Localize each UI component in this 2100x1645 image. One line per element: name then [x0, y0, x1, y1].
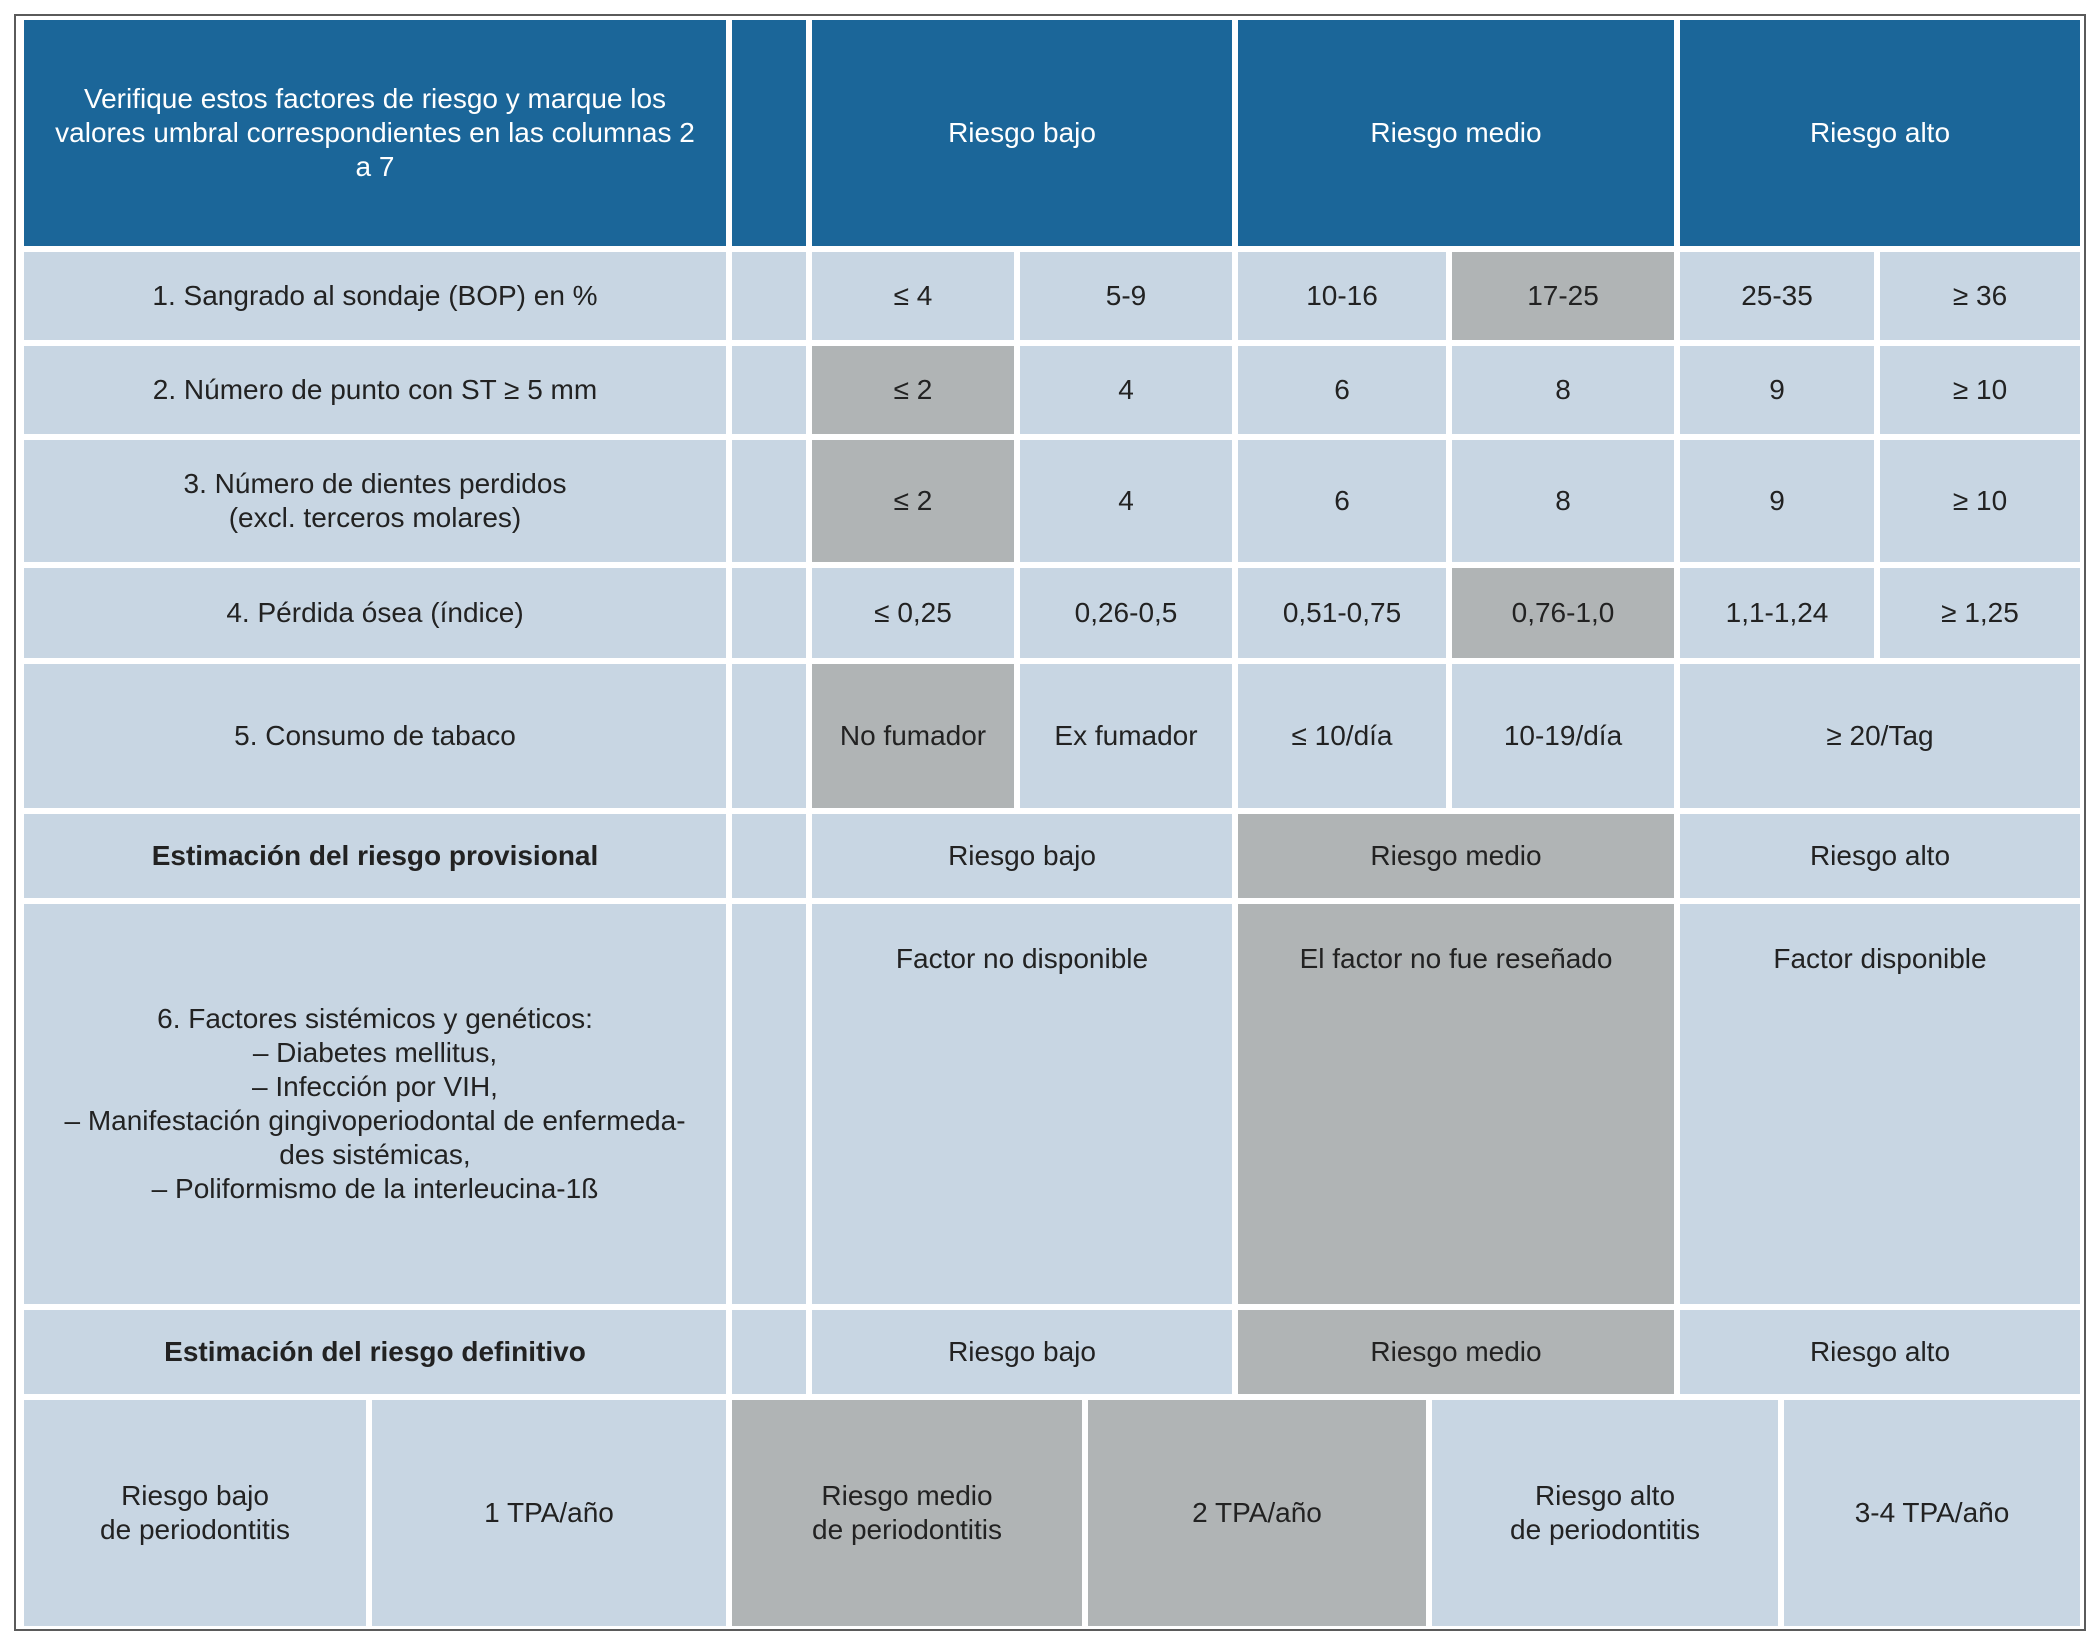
row-3-spacer: [732, 440, 806, 562]
systemic-spacer: [732, 904, 806, 1304]
row-3-value-2: 4: [1020, 440, 1232, 562]
provisional-high: Riesgo alto: [1680, 814, 2080, 898]
row-2-value-3: 6: [1238, 346, 1446, 434]
row-4-value-4: 0,76-1,0: [1452, 568, 1674, 658]
outcome-high-line-2: de periodontitis: [1510, 1514, 1700, 1545]
row-5-value-4: 10-19/día: [1452, 664, 1674, 808]
row-2-value-2: 4: [1020, 346, 1232, 434]
row-4-value-3: 0,51-0,75: [1238, 568, 1446, 658]
provisional-low: Riesgo bajo: [812, 814, 1232, 898]
outcome-low-line-2: de periodontitis: [100, 1514, 290, 1545]
row-3-label-line-2: (excl. terceros molares): [228, 502, 522, 533]
systemic-high: Factor disponible: [1680, 904, 2080, 1304]
row-5-value-5: ≥ 20/Tag: [1680, 664, 2080, 808]
row-5-value-1: No fumador: [812, 664, 1014, 808]
definitive-high: Riesgo alto: [1680, 1310, 2080, 1394]
systemic-line-3: – Infección por VIH,: [252, 1071, 498, 1102]
provisional-spacer: [732, 814, 806, 898]
row-1-value-5: 25-35: [1680, 252, 1874, 340]
definitive-low: Riesgo bajo: [812, 1310, 1232, 1394]
systemic-line-6: – Poliformismo de la interleucina-1ß: [151, 1173, 599, 1204]
row-1-value-6: ≥ 36: [1880, 252, 2080, 340]
outcome-high-line-1: Riesgo alto: [1534, 1480, 1676, 1511]
row-4-value-2: 0,26-0,5: [1020, 568, 1232, 658]
row-2-value-6: ≥ 10: [1880, 346, 2080, 434]
row-4-spacer: [732, 568, 806, 658]
systemic-line-1: 6. Factores sistémicos y genéticos:: [157, 1003, 593, 1034]
definitive-risk-label: Estimación del riesgo definitivo: [24, 1310, 726, 1394]
row-2-value-4: 8: [1452, 346, 1674, 434]
row-1-spacer: [732, 252, 806, 340]
provisional-medium: Riesgo medio: [1238, 814, 1674, 898]
header-high-risk: Riesgo alto: [1680, 20, 2080, 246]
row-4-value-5: 1,1-1,24: [1680, 568, 1874, 658]
row-1-value-2: 5-9: [1020, 252, 1232, 340]
row-5-label: 5. Consumo de tabaco: [24, 664, 726, 808]
row-1-value-1: ≤ 4: [812, 252, 1014, 340]
row-3-value-4: 8: [1452, 440, 1674, 562]
systemic-line-4: – Manifestación gingivoperiodontal de enfermeda-: [64, 1105, 686, 1136]
row-1-label: 1. Sangrado al sondaje (BOP) en %: [24, 252, 726, 340]
header-medium-risk: Riesgo medio: [1238, 20, 1674, 246]
header-instruction: Verifique estos factores de riesgo y marque los valores umbral correspondientes en las columnas 2 a 7: [24, 20, 726, 246]
outcome-high-frequency: 3-4 TPA/año: [1784, 1400, 2080, 1626]
outcome-medium-line-1: Riesgo medio: [821, 1480, 993, 1511]
header-low-risk: Riesgo bajo: [812, 20, 1232, 246]
outcome-low-risk: [24, 1400, 366, 1626]
outcome-medium-risk: [732, 1400, 1082, 1626]
row-1-value-3: 10-16: [1238, 252, 1446, 340]
definitive-medium: Riesgo medio: [1238, 1310, 1674, 1394]
row-4-value-6: ≥ 1,25: [1880, 568, 2080, 658]
outcome-medium-line-2: de periodontitis: [812, 1514, 1002, 1545]
row-5-spacer: [732, 664, 806, 808]
row-2-spacer: [732, 346, 806, 434]
definitive-spacer: [732, 1310, 806, 1394]
row-3-value-1: ≤ 2: [812, 440, 1014, 562]
outcome-medium-frequency: 2 TPA/año: [1088, 1400, 1426, 1626]
systemic-factors-label: [24, 904, 726, 1304]
row-5-value-3: ≤ 10/día: [1238, 664, 1446, 808]
row-4-value-1: ≤ 0,25: [812, 568, 1014, 658]
outcome-low-frequency: 1 TPA/año: [372, 1400, 726, 1626]
row-3-label: [24, 440, 726, 562]
systemic-low: Factor no disponible: [812, 904, 1232, 1304]
systemic-line-2: – Diabetes mellitus,: [252, 1037, 498, 1068]
row-2-value-5: 9: [1680, 346, 1874, 434]
outcome-high-risk: [1432, 1400, 1778, 1626]
row-1-value-4: 17-25: [1452, 252, 1674, 340]
row-2-label: 2. Número de punto con ST ≥ 5 mm: [24, 346, 726, 434]
row-3-value-6: ≥ 10: [1880, 440, 2080, 562]
row-3-label-line-1: 3. Número de dientes perdidos: [183, 468, 567, 499]
row-5-value-2: Ex fumador: [1020, 664, 1232, 808]
outcome-low-line-1: Riesgo bajo: [121, 1480, 269, 1511]
systemic-line-5: des sistémicas,: [279, 1139, 471, 1170]
row-4-label: 4. Pérdida ósea (índice): [24, 568, 726, 658]
systemic-medium: El factor no fue reseñado: [1238, 904, 1674, 1304]
row-2-value-1: ≤ 2: [812, 346, 1014, 434]
provisional-risk-label: Estimación del riesgo provisional: [24, 814, 726, 898]
row-3-value-5: 9: [1680, 440, 1874, 562]
header-spacer: [732, 20, 806, 246]
row-3-value-3: 6: [1238, 440, 1446, 562]
